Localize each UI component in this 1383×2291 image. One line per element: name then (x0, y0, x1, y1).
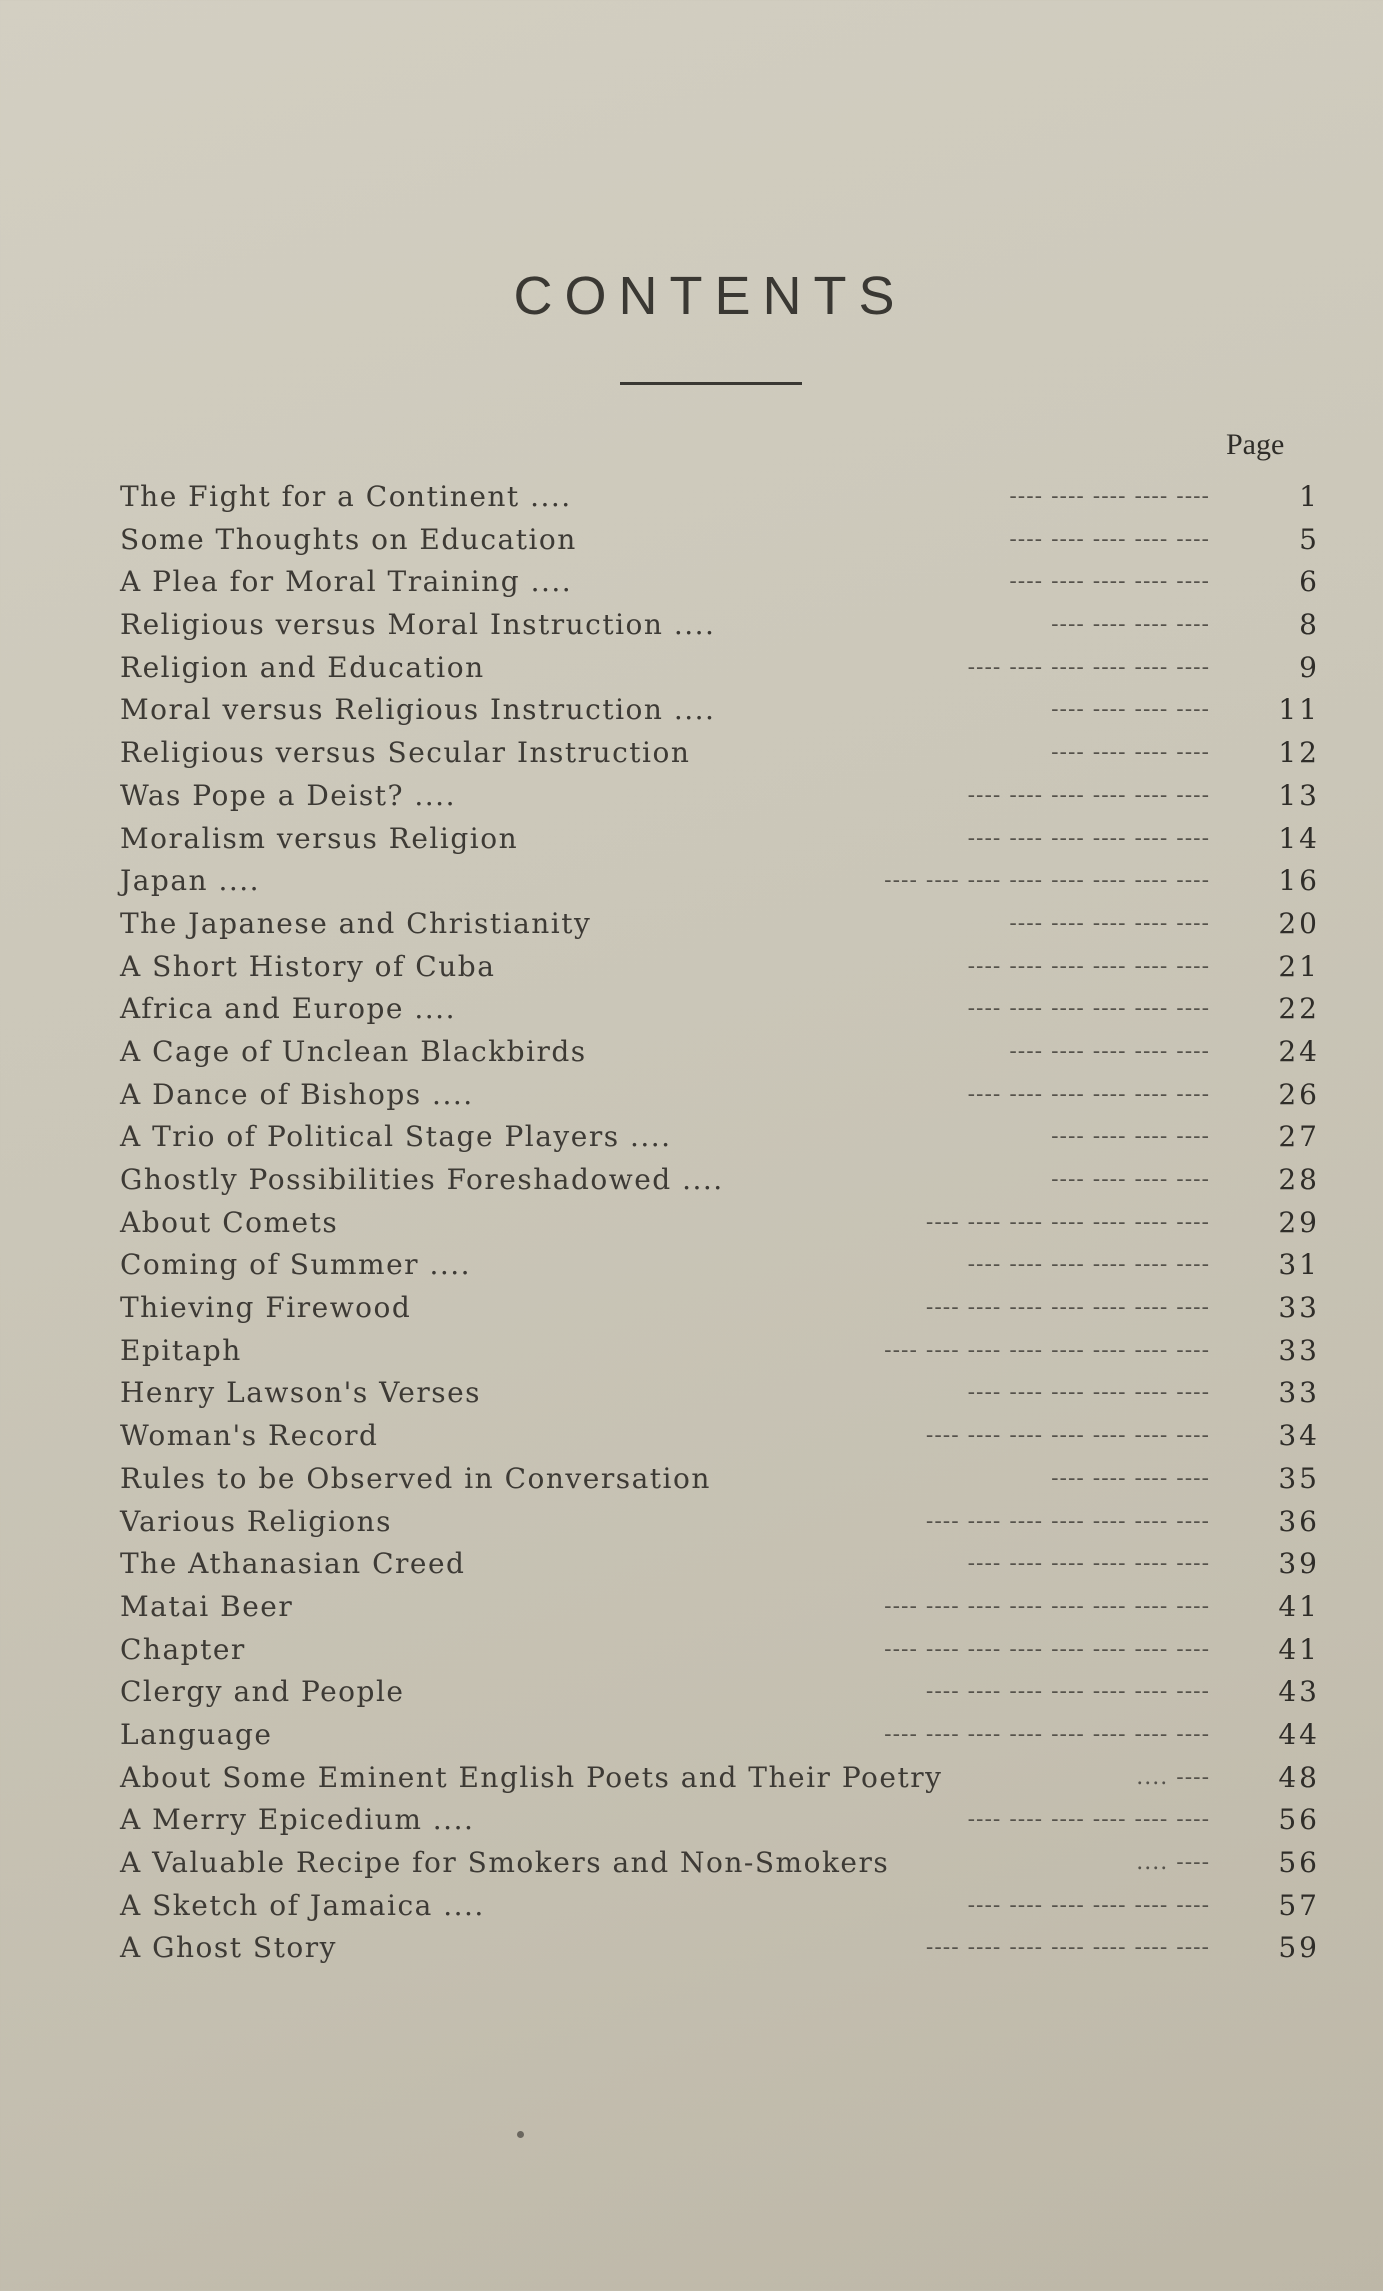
toc-entry-page: 41 (1278, 1632, 1320, 1666)
toc-entry-page: 8 (1299, 608, 1320, 642)
toc-entry-leader: ---- ---- ---- ---- ---- (1009, 569, 1210, 595)
toc-entry-title: The Athanasian Creed (120, 1547, 466, 1581)
toc-entry-leader: ---- ---- ---- ---- ---- ---- ---- (925, 1935, 1210, 1961)
toc-entry-title: Clergy and People (120, 1675, 405, 1709)
toc-entry (120, 689, 1320, 732)
toc-entry-leader: ---- ---- ---- ---- ---- ---- ---- ---- (884, 1636, 1210, 1662)
toc-entry-page: 59 (1278, 1931, 1320, 1965)
toc-entry-page: 11 (1278, 693, 1320, 727)
toc-entry-title: Woman's Record (120, 1419, 379, 1453)
toc-entry-leader: ---- ---- ---- ---- ---- ---- ---- (925, 1209, 1210, 1235)
toc-entry (120, 1799, 1320, 1842)
toc-entry-title: Ghostly Possibilities Foreshadowed .... (120, 1163, 724, 1196)
toc-entry-title: The Japanese and Christianity (120, 906, 592, 940)
title-underline (620, 382, 802, 385)
toc-entry (120, 1927, 1320, 1970)
toc-entry-title: A Sketch of Jamaica .... (120, 1888, 485, 1922)
toc-entry-page: 16 (1278, 864, 1320, 898)
toc-entry-page: 57 (1278, 1888, 1320, 1922)
toc-entry-page: 43 (1278, 1675, 1320, 1709)
page-title: CONTENTS (513, 266, 907, 326)
toc-entry (120, 1031, 1320, 1074)
toc-entry-title: Religious versus Secular Instruction (120, 736, 691, 770)
toc-entry-leader: ---- ---- ---- ---- ---- ---- (967, 1081, 1210, 1107)
toc-entry-title: Thieving Firewood (120, 1291, 412, 1325)
toc-entry-page: 41 (1278, 1589, 1320, 1623)
toc-entry (120, 519, 1320, 562)
toc-entry-page: 29 (1278, 1205, 1320, 1239)
toc-entry (120, 604, 1320, 647)
toc-entry-leader: ---- ---- ---- ---- ---- (1009, 484, 1210, 509)
toc-entry-title: A Trio of Political Stage Players .... (120, 1120, 672, 1154)
toc-entry (120, 1287, 1320, 1330)
toc-entry-page: 14 (1278, 821, 1320, 855)
toc-entry (120, 1586, 1320, 1629)
toc-entry-page: 24 (1278, 1034, 1320, 1068)
toc-entry (120, 775, 1320, 818)
toc-entry-leader: ---- ---- ---- ---- ---- ---- ---- ---- (884, 1593, 1210, 1619)
toc-entry-page: 33 (1278, 1291, 1320, 1325)
toc-entry-title: Was Pope a Deist? .... (120, 778, 456, 812)
toc-entry-title: Chapter (120, 1632, 246, 1666)
toc-entry-leader: ---- ---- ---- ---- (1051, 1465, 1210, 1491)
toc-entry-title: Epitaph (120, 1333, 242, 1367)
toc-entry-title: A Ghost Story (120, 1931, 337, 1965)
toc-entry-page: 20 (1278, 906, 1320, 940)
toc-entry (120, 1372, 1320, 1415)
toc-entry-leader: ---- ---- ---- ---- ---- ---- (967, 953, 1210, 979)
toc-entry (120, 476, 1320, 519)
toc-entry-title: About Some Eminent English Poets and Their Poetry (120, 1760, 943, 1794)
toc-entry-leader: ---- ---- ---- ---- ---- (1009, 1038, 1210, 1064)
toc-entry-title: Various Religions (120, 1504, 393, 1538)
toc-entry-leader: ---- ---- ---- ---- (1051, 612, 1210, 638)
toc-entry-title: The Fight for a Continent .... (120, 480, 572, 513)
toc-entry (120, 903, 1320, 946)
toc-entry-leader: .... ---- (1136, 1764, 1210, 1790)
toc-entry (120, 1714, 1320, 1757)
toc-entry-leader: ---- ---- ---- ---- ---- (1009, 910, 1210, 936)
toc-entry (120, 818, 1320, 861)
toc-entry (120, 1330, 1320, 1373)
toc-entry-page: 44 (1278, 1717, 1320, 1751)
toc-entry-title: Rules to be Observed in Conversation (120, 1461, 711, 1495)
toc-entry-title: A Short History of Cuba (120, 949, 496, 983)
toc-entry-leader: ---- ---- ---- ---- (1051, 697, 1210, 723)
toc-entry-leader: ---- ---- ---- ---- ---- ---- ---- (925, 1679, 1210, 1705)
toc-entry-page: 56 (1278, 1846, 1320, 1879)
toc-entry (120, 561, 1320, 604)
toc-entry (120, 1074, 1320, 1117)
toc-entry (120, 1885, 1320, 1928)
toc-entry (120, 860, 1320, 903)
toc-entry-page: 33 (1278, 1376, 1320, 1410)
toc-entry-title: Moral versus Religious Instruction .... (120, 693, 716, 727)
toc-entry (120, 647, 1320, 690)
toc-entry (120, 1415, 1320, 1458)
toc-entry-leader: ---- ---- ---- ---- ---- ---- ---- ---- (884, 1337, 1210, 1363)
toc-entry-leader: ---- ---- ---- ---- ---- ---- (967, 1252, 1210, 1278)
toc-entry-title: Japan .... (120, 864, 261, 898)
toc-entry-page: 34 (1278, 1419, 1320, 1453)
toc-entry (120, 1159, 1320, 1202)
toc-entry-page: 13 (1278, 778, 1320, 812)
toc-entry (120, 988, 1320, 1031)
table-of-contents (120, 476, 1320, 1970)
toc-entry-page: 35 (1278, 1461, 1320, 1495)
toc-entry-leader: ---- ---- ---- ---- ---- ---- ---- (925, 1295, 1210, 1321)
toc-entry-page: 31 (1278, 1248, 1320, 1282)
toc-entry-title: Africa and Europe .... (120, 992, 456, 1026)
toc-entry-page: 39 (1278, 1547, 1320, 1581)
toc-entry (120, 946, 1320, 989)
toc-entry-leader: ---- ---- ---- ---- ---- ---- ---- (925, 1423, 1210, 1449)
toc-entry-leader: ---- ---- ---- ---- ---- ---- (967, 782, 1210, 808)
toc-entry-leader: ---- ---- ---- ---- ---- ---- ---- ---- (884, 1721, 1210, 1747)
toc-entry-leader: ---- ---- ---- ---- ---- ---- (967, 825, 1210, 851)
toc-entry (120, 1202, 1320, 1245)
toc-entry-page: 5 (1299, 522, 1320, 556)
toc-entry (120, 1671, 1320, 1714)
toc-entry-title: Henry Lawson's Verses (120, 1376, 482, 1410)
page-column-heading: Page (1226, 428, 1285, 461)
toc-entry-title: Moralism versus Religion (120, 821, 519, 855)
toc-entry-page: 22 (1278, 992, 1320, 1026)
toc-entry-leader: ---- ---- ---- ---- ---- ---- (967, 1892, 1210, 1918)
toc-entry-leader: ---- ---- ---- ---- ---- ---- (967, 654, 1210, 680)
toc-entry-leader: ---- ---- ---- ---- ---- (1009, 526, 1210, 552)
toc-entry-leader: ---- ---- ---- ---- ---- ---- (967, 996, 1210, 1022)
toc-entry-title: Matai Beer (120, 1589, 294, 1623)
toc-entry-leader: ---- ---- ---- ---- (1051, 1124, 1210, 1150)
toc-entry-title: A Cage of Unclean Blackbirds (120, 1034, 587, 1068)
toc-entry-page: 12 (1278, 736, 1320, 770)
toc-entry-title: Coming of Summer .... (120, 1248, 472, 1282)
toc-entry (120, 1244, 1320, 1287)
toc-entry (120, 1116, 1320, 1159)
toc-entry (120, 1501, 1320, 1544)
toc-entry-leader: ---- ---- ---- ---- ---- ---- (967, 1380, 1210, 1406)
toc-entry-title: A Dance of Bishops .... (120, 1077, 474, 1111)
toc-entry-leader: ---- ---- ---- ---- ---- ---- ---- (925, 1508, 1210, 1534)
toc-entry (120, 1629, 1320, 1672)
toc-entry (120, 732, 1320, 775)
toc-entry-page: 26 (1278, 1077, 1320, 1111)
toc-entry-leader: ---- ---- ---- ---- (1051, 740, 1210, 766)
toc-entry-title: Religious versus Moral Instruction .... (120, 608, 716, 642)
toc-entry-page: 28 (1278, 1163, 1320, 1196)
toc-entry-page: 9 (1299, 650, 1320, 684)
toc-entry-title: A Plea for Moral Training .... (120, 565, 573, 599)
toc-entry-title: Some Thoughts on Education (120, 522, 577, 556)
toc-entry-title: A Valuable Recipe for Smokers and Non-Smokers (120, 1846, 890, 1879)
toc-entry-title: About Comets (120, 1205, 339, 1239)
toc-entry-title: A Merry Epicedium .... (120, 1803, 475, 1837)
toc-entry-leader: .... ---- (1136, 1850, 1210, 1875)
toc-entry-page: 6 (1299, 565, 1320, 599)
toc-entry-leader: ---- ---- ---- ---- ---- ---- (967, 1551, 1210, 1577)
toc-entry-title: Language (120, 1717, 273, 1751)
toc-entry-leader: ---- ---- ---- ---- ---- ---- ---- ---- (884, 868, 1210, 894)
paper-speck (517, 2131, 524, 2138)
toc-entry-page: 27 (1278, 1120, 1320, 1154)
toc-entry-page: 21 (1278, 949, 1320, 983)
toc-entry-page: 56 (1278, 1803, 1320, 1837)
toc-entry (120, 1842, 1320, 1885)
toc-entry (120, 1458, 1320, 1501)
toc-entry-leader: ---- ---- ---- ---- (1051, 1167, 1210, 1192)
toc-entry (120, 1543, 1320, 1586)
toc-entry (120, 1757, 1320, 1800)
toc-entry-page: 36 (1278, 1504, 1320, 1538)
toc-entry-page: 48 (1278, 1760, 1320, 1794)
toc-entry-page: 1 (1299, 480, 1320, 513)
toc-entry-page: 33 (1278, 1333, 1320, 1367)
toc-entry-leader: ---- ---- ---- ---- ---- ---- (967, 1807, 1210, 1833)
toc-entry-title: Religion and Education (120, 650, 485, 684)
